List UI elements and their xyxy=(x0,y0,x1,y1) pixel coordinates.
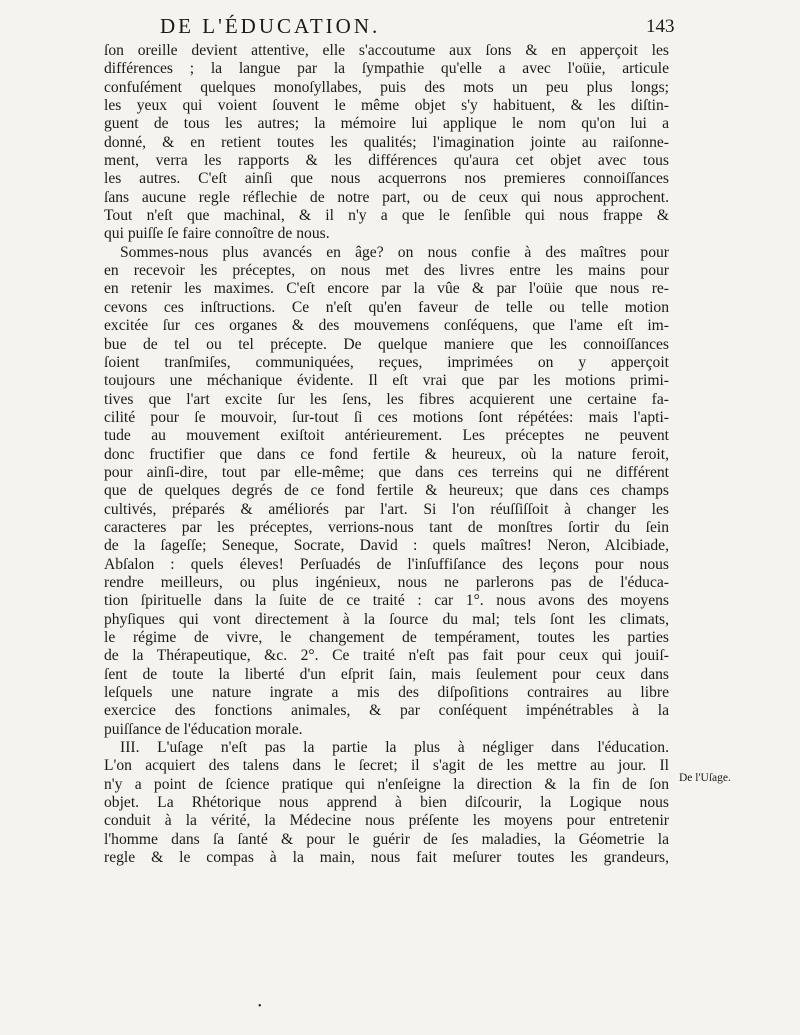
paragraph-start-line: III. L'uſage n'eſt pas la partie la plus à négliger dans l'éducation. xyxy=(120,739,669,757)
text-line: objet. La Rhétorique nous apprend à bien diſcourir, la Logique nous xyxy=(104,794,669,812)
text-line: phyſiques qui vont directement à la ſource du mal; tels ſont les climats, xyxy=(104,610,669,628)
text-line: de la ſageſſe; Seneque, Socrate, David : quels maîtres! Neron, Alcibiade, xyxy=(104,537,669,555)
text-line: ſans aucune regle réflechie de notre part, ou de ceux qui nous approchent. xyxy=(104,188,669,206)
text-line: pour ainſi-dire, tout par elle-même; que dans ces terreins qui ne différent xyxy=(104,463,669,481)
text-line: différences ; la langue par la ſympathie qu'elle a avec l'oüie, articule xyxy=(104,60,669,78)
text-line: en recevoir les préceptes, on nous met des livres entre les mains pour xyxy=(104,262,669,280)
text-line: en retenir les maximes. C'eſt encore par la vûe & par l'oüie que nous re- xyxy=(104,280,669,298)
text-line: cultivés, préparés & améliorés par l'art. Si l'on réuſſiſſoit à changer les xyxy=(104,500,669,518)
page-number: 143 xyxy=(646,16,675,37)
text-line: donné, & en retient toutes les qualités; l'imagination jointe au raiſonne- xyxy=(104,133,669,151)
text-line: ment, verra les rapports & les différences qu'aura cet objet avec tous xyxy=(104,152,669,170)
text-line: conduit à la vérité, la Médecine nous préſente les moyens pour entretenir xyxy=(104,812,669,830)
text-line: tion ſpirituelle dans la ſuite de ce traité : car 1°. nous avons des moyens xyxy=(104,592,669,610)
text-line: Abſalon : quels éleves! Perſuadés de l'inſuffiſance des leçons pour nous xyxy=(104,555,669,573)
running-title: DE L'ÉDUCATION. xyxy=(160,14,381,38)
text-line: ſoient tranſmiſes, communiquées, reçues, imprimées on y apperçoit xyxy=(104,353,669,371)
text-body xyxy=(104,42,669,867)
text-line: caracteres par les préceptes, verrions-nous tant de monſtres ſortir du ſein xyxy=(104,518,669,536)
text-line: exercice des fonctions animales, & par conſéquent impénétrables à la xyxy=(104,702,669,720)
ornament: • xyxy=(258,1001,262,1012)
text-line: n'y a point de ſcience pratique qui n'enſeigne la direction & la fin de ſon xyxy=(104,775,669,793)
text-line: guent de tous les autres; la mémoire lui applique le nom qu'on lui a xyxy=(104,115,669,133)
text-line: rendre meilleurs, ou plus ingénieux, nous ne parlerons pas de l'éduca- xyxy=(104,573,669,591)
text-line: de la Thérapeutique, &c. 2°. Ce traité n'eſt pas fait pour ceux qui jouiſ- xyxy=(104,647,669,665)
text-line: excitée ſur ces organes & des mouvemens conſéquens, que l'ame eſt im- xyxy=(104,317,669,335)
text-line: cilité pour ſe mouvoir, ſur-tout ſi ces motions ſont répétées: mais l'apti- xyxy=(104,408,669,426)
text-line: ſon oreille devient attentive, elle s'accoutume aux ſons & en apperçoit les xyxy=(104,42,669,59)
text-line: qui puiſſe ſe faire connoître de nous. xyxy=(104,225,330,243)
margin-note: De l'Uſage. xyxy=(679,772,731,784)
paragraph-start-line: Sommes-nous plus avancés en âge? on nous confie à des maîtres pour xyxy=(120,243,669,261)
text-line: les autres. C'eſt ainſi que nous acquerrons nos premieres connoiſſances xyxy=(104,170,669,188)
text-line: tude au mouvement exiſtoit antérieurement. Les préceptes ne peuvent xyxy=(104,427,669,445)
text-line: regle & le compas à la main, nous fait meſurer toutes les grandeurs, xyxy=(104,849,669,867)
text-line: puiſſance de l'éducation morale. xyxy=(104,720,303,738)
text-line: l'homme dans ſa ſanté & pour le guérir de ſes maladies, la Géometrie la xyxy=(104,830,669,848)
text-line: les yeux qui voient ſouvent le même objet s'y habituent, & les diſtin- xyxy=(104,97,669,115)
text-line: tives que l'art excite ſur les ſens, les fibres acquierent une certaine fa- xyxy=(104,390,669,408)
text-line: Tout n'eſt que machinal, & il n'y a que le ſenſible qui nous frappe & xyxy=(104,207,669,225)
text-line: cevons ces inſtructions. Ce n'eſt qu'en faveur de telle ou telle motion xyxy=(104,298,669,316)
text-line: bue de tel ou tel précepte. De quelque maniere que les connoiſſances xyxy=(104,335,669,353)
text-line: toujours une méchanique évidente. Il eſt vrai que par les motions primi- xyxy=(104,372,669,390)
text-line: donc fructifier que dans ce fond fertile & heureux, où la nature feroit, xyxy=(104,445,669,463)
text-line: leſquels une nature ingrate a mis des diſpoſitions contraires au libre xyxy=(104,684,669,702)
text-line: ſent de toute la liberté d'un eſprit ſain, mais ſeulement pour ceux dans xyxy=(104,665,669,683)
text-line: le régime de vivre, le changement de tempérament, toutes les parties xyxy=(104,629,669,646)
text-line: L'on acquiert des talens dans le ſecret; il s'agit de les mettre au jour. Il xyxy=(104,757,669,775)
text-line: confuſément quelques monoſyllabes, puis des mots un peu plus longs; xyxy=(104,78,669,96)
text-line: que de quelques degrés de ce fond fertile & heureux; que dans ces champs xyxy=(104,482,669,500)
